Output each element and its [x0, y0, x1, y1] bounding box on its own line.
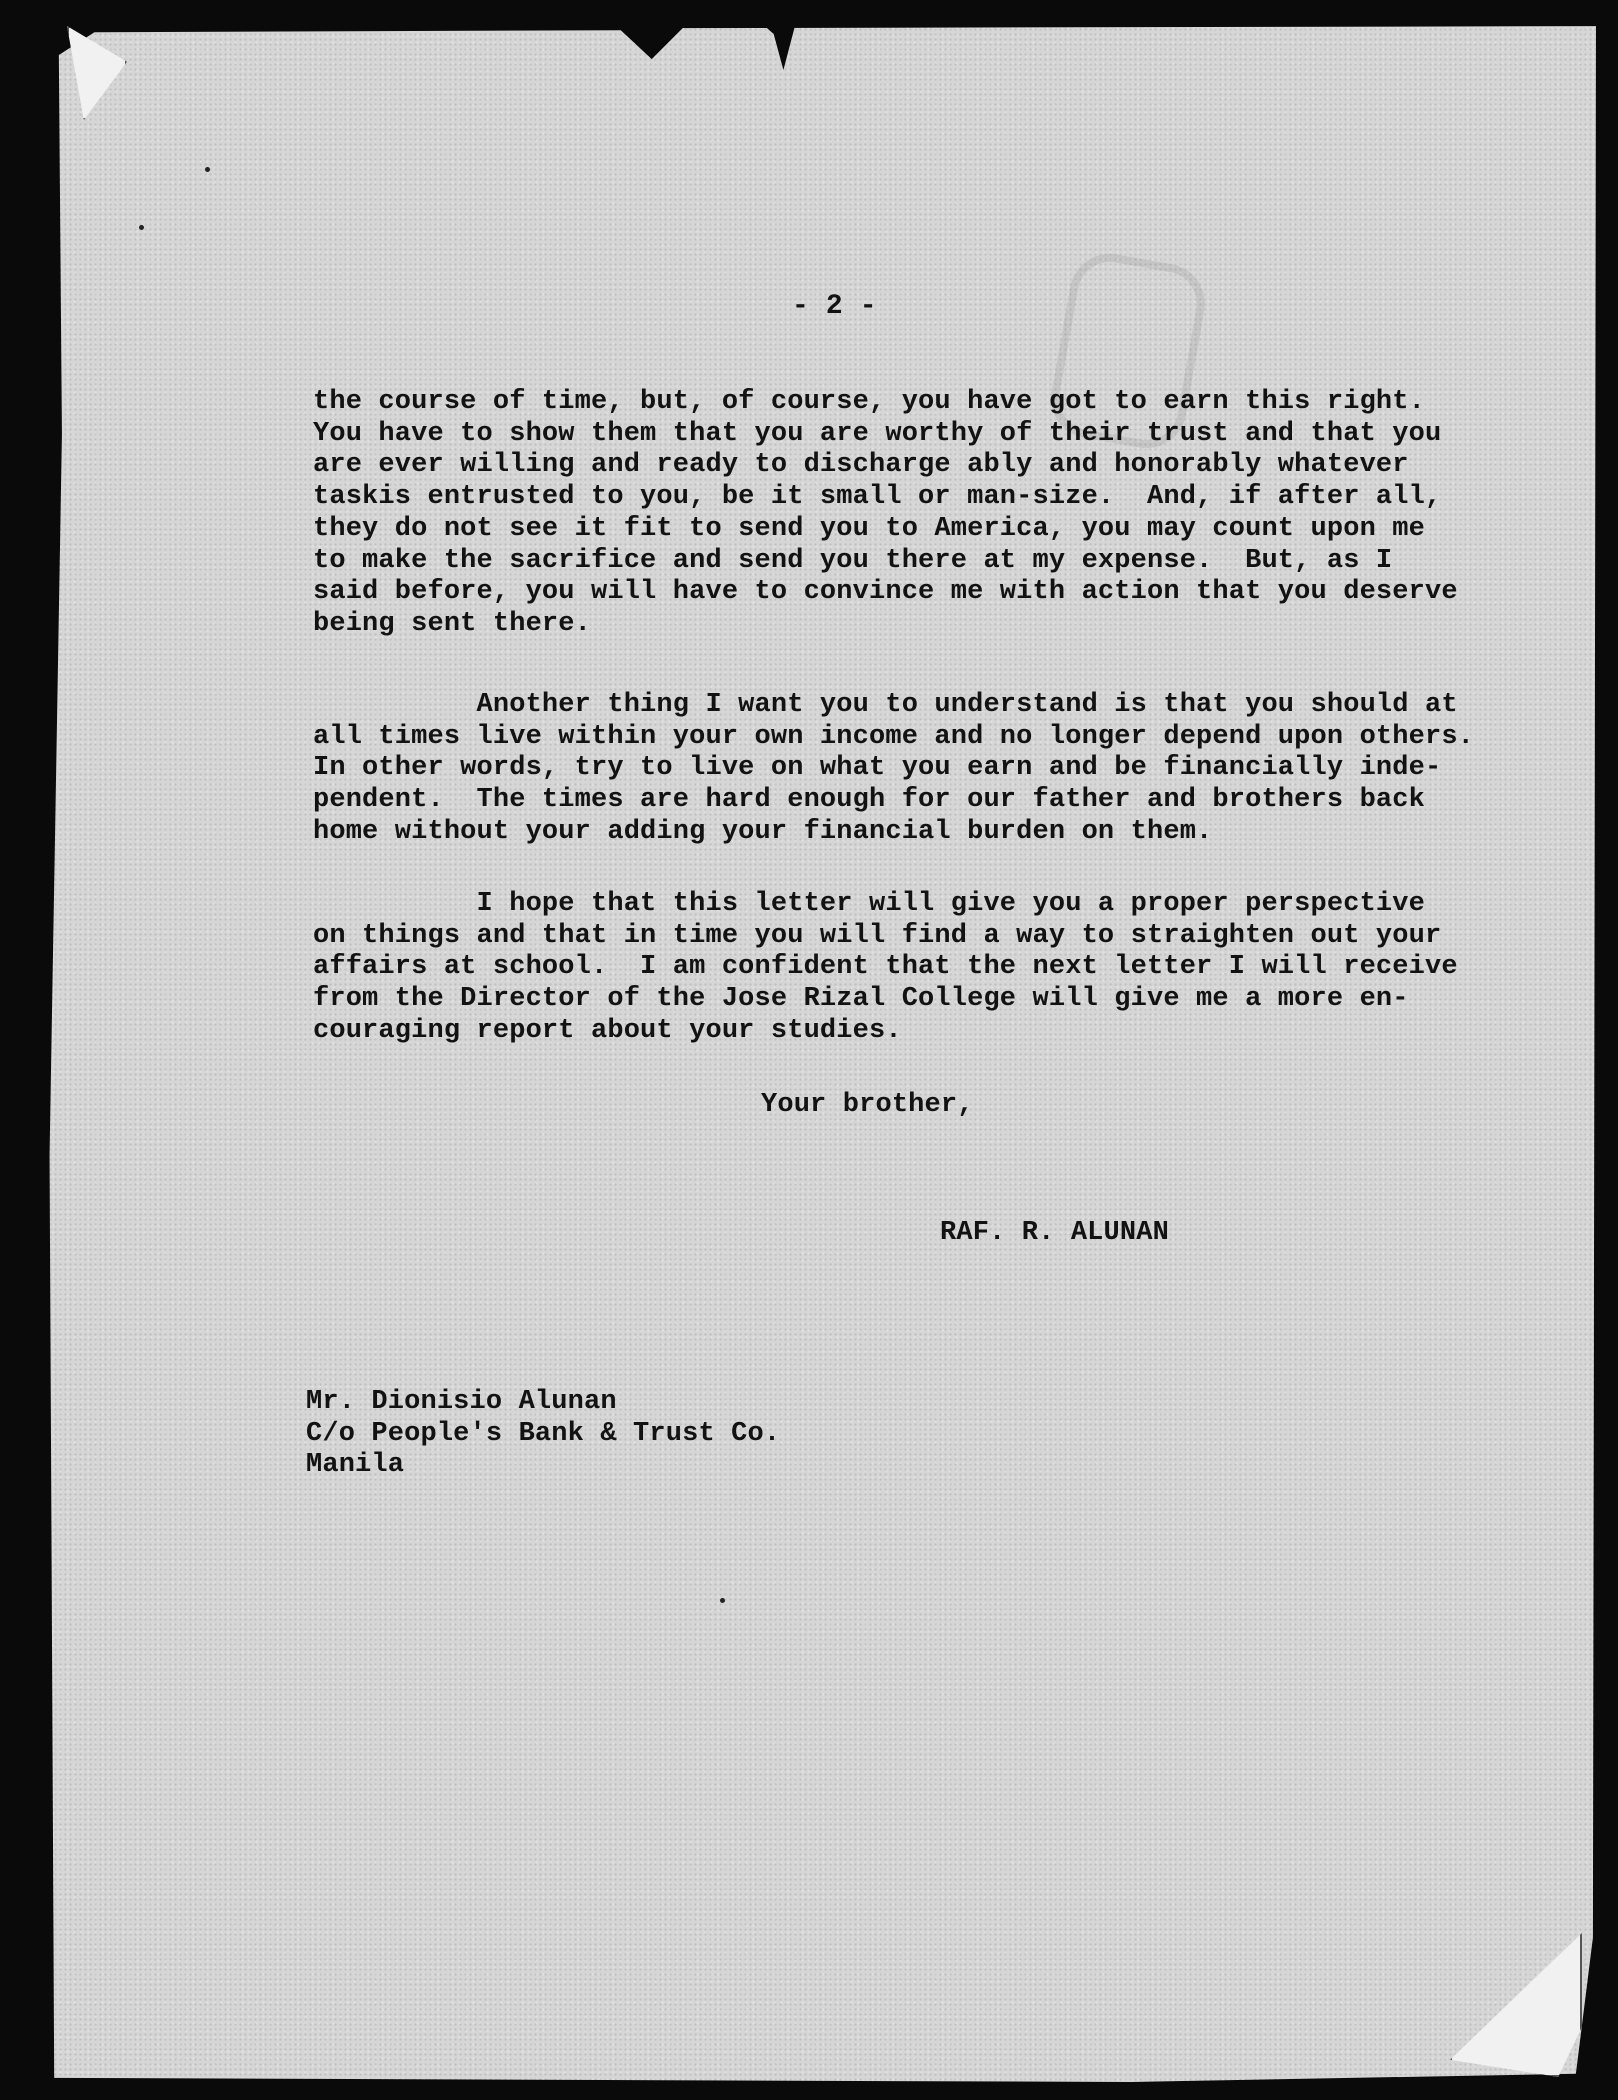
text-line: said before, you will have to convince me with action that you deserve	[313, 577, 1458, 608]
text-line: are ever willing and ready to discharge ably and honorably whatever	[313, 450, 1409, 481]
text-line: couraging report about your studies.	[313, 1015, 902, 1046]
text-line: being sent there.	[313, 608, 591, 639]
text-line: home without your adding your financial burden on them.	[313, 816, 1213, 847]
signature-name: RAF. R. ALUNAN	[940, 1218, 1169, 1248]
text-line: to make the sacrifice and send you there at my expense. But, as I	[313, 545, 1393, 576]
ink-spot	[720, 1598, 725, 1603]
text-line: the course of time, but, of course, you have got to earn this right.	[313, 387, 1425, 417]
letter-paragraph-3	[313, 889, 1458, 1048]
text-line: pendent. The times are hard enough for our father and brothers back	[313, 785, 1425, 816]
closing-line: Your brother,	[761, 1090, 974, 1120]
text-line: from the Director of the Jose Rizal College will give me a more en-	[313, 984, 1409, 1015]
address-line: C/o People's Bank & Trust Co.	[306, 1418, 781, 1449]
address-line: Manila	[306, 1450, 405, 1481]
recipient-address	[306, 1387, 780, 1482]
text-line: affairs at school. I am confident that the next letter I will receive	[313, 952, 1458, 983]
text-line: on things and that in time you will find a way to straighten out your	[313, 920, 1442, 951]
text-line: all times live within your own income and no longer depend upon others.	[313, 721, 1475, 752]
letter-paragraph-2	[313, 690, 1474, 849]
letter-paragraph-1	[313, 387, 1458, 641]
page-number: - 2 -	[792, 291, 877, 322]
text-line: You have to show them that you are worthy of their trust and that you	[313, 418, 1442, 449]
text-line: In other words, try to live on what you earn and be financially inde-	[313, 753, 1442, 784]
ink-spot	[205, 167, 210, 172]
text-line: they do not see it fit to send you to America, you may count upon me	[313, 513, 1425, 544]
text-line: taskis entrusted to you, be it small or man-size. And, if after all,	[313, 482, 1442, 513]
letter-page	[48, 22, 1596, 2082]
text-line: I hope that this letter will give you a proper perspective	[313, 889, 1425, 919]
address-line: Mr. Dionisio Alunan	[306, 1387, 617, 1417]
ink-spot	[139, 225, 144, 230]
text-line: Another thing I want you to understand is that you should at	[313, 690, 1458, 720]
